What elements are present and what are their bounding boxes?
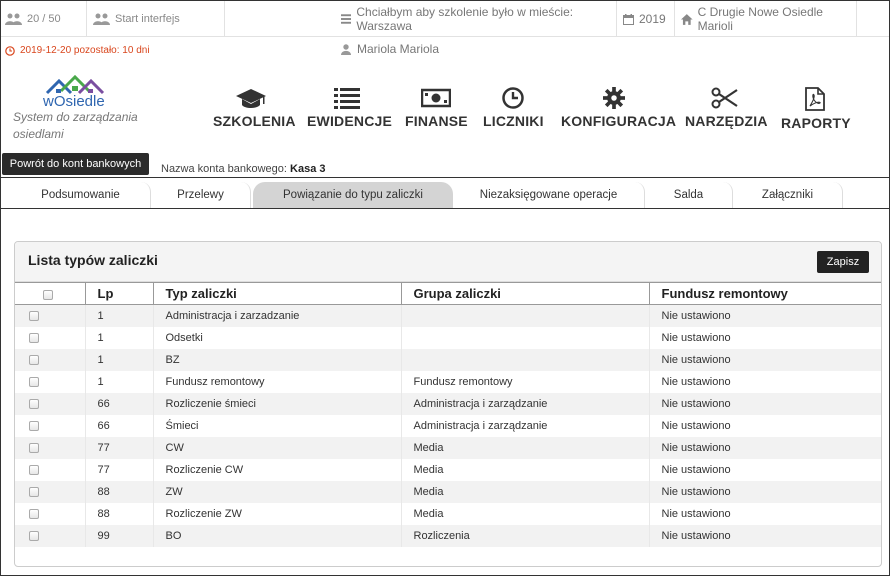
license-expiry-text: 2019-12-20 pozostało: 10 dni: [20, 45, 150, 56]
estate-name: C Drugie Nowe Osiedle Marioli: [697, 5, 823, 33]
row-select-cell: [15, 305, 85, 327]
nav-szkolenia-label: SZKOLENIA: [213, 113, 296, 129]
row-checkbox[interactable]: [29, 399, 39, 409]
nav-liczniki[interactable]: [483, 87, 543, 129]
cell-grupa: Media: [401, 503, 649, 525]
cell-fundusz: Nie ustawiono: [649, 349, 881, 371]
select-all-header: [15, 283, 85, 305]
bank-account-value: Kasa 3: [290, 163, 326, 175]
nav-szkolenia[interactable]: [213, 87, 296, 129]
cell-lp: 1: [85, 371, 153, 393]
cell-fundusz: Nie ustawiono: [649, 525, 881, 547]
panel-title: Lista typów zaliczki: [28, 252, 158, 268]
table-row[interactable]: [15, 305, 881, 327]
cell-fundusz: Nie ustawiono: [649, 437, 881, 459]
cell-typ: Rozliczenie CW: [153, 459, 401, 481]
cell-grupa: Media: [401, 481, 649, 503]
cell-fundusz: Nie ustawiono: [649, 481, 881, 503]
cell-fundusz: Nie ustawiono: [649, 371, 881, 393]
cell-fundusz: Nie ustawiono: [649, 503, 881, 525]
clock-icon: [5, 46, 15, 56]
back-to-bank-accounts-button[interactable]: Powrót do kont bankowych: [2, 153, 149, 175]
nav-narzedzia-label: NARZĘDZIA: [685, 113, 768, 129]
row-checkbox[interactable]: [29, 311, 39, 321]
table-row[interactable]: [15, 415, 881, 437]
cell-grupa: Administracja i zarządzanie: [401, 393, 649, 415]
cell-typ: Rozliczenie ZW: [153, 503, 401, 525]
cell-typ: BO: [153, 525, 401, 547]
cell-grupa: Administracja i zarządzanie: [401, 415, 649, 437]
current-user-name: Mariola Mariola: [357, 42, 440, 56]
row-select-cell: [15, 349, 85, 371]
cell-typ: CW: [153, 437, 401, 459]
user-counter: [1, 1, 87, 37]
select-all-checkbox[interactable]: [43, 290, 53, 300]
gear-icon: [602, 87, 626, 109]
tab-label: Przelewy: [177, 189, 224, 201]
advance-types-panel: [14, 241, 882, 567]
tab-niezaksiegowane-operacje[interactable]: [453, 182, 645, 208]
nav-narzedzia[interactable]: [685, 87, 768, 129]
column-header-typ[interactable]: Typ zaliczki: [153, 283, 401, 305]
user-icon: [341, 44, 351, 55]
cell-lp: 1: [85, 349, 153, 371]
row-checkbox[interactable]: [29, 333, 39, 343]
tab-label: Powiązanie do typu zaliczki: [283, 189, 423, 201]
clock-icon: [501, 87, 525, 109]
current-user[interactable]: [341, 42, 439, 56]
tab-podsumowanie[interactable]: [11, 182, 151, 208]
row-select-cell: [15, 437, 85, 459]
row-select-cell: [15, 503, 85, 525]
row-select-cell: [15, 415, 85, 437]
tab-label: Salda: [673, 189, 704, 201]
cell-grupa: [401, 349, 649, 371]
cell-fundusz: Nie ustawiono: [649, 327, 881, 349]
cell-typ: ZW: [153, 481, 401, 503]
row-select-cell: [15, 393, 85, 415]
home-icon: [681, 14, 693, 25]
calendar-icon: [623, 14, 634, 25]
cell-lp: 77: [85, 437, 153, 459]
tab-powiazanie-do-typu-zaliczki[interactable]: [253, 182, 453, 208]
cell-typ: Administracja i zarzadzanie: [153, 305, 401, 327]
bank-account-label: Nazwa konta bankowego:: [161, 163, 287, 175]
row-checkbox[interactable]: [29, 531, 39, 541]
cell-fundusz: Nie ustawiono: [649, 459, 881, 481]
row-select-cell: [15, 459, 85, 481]
table-row[interactable]: [15, 525, 881, 547]
table-row[interactable]: [15, 481, 881, 503]
cell-fundusz: Nie ustawiono: [649, 305, 881, 327]
nav-raporty-label: RAPORTY: [781, 115, 851, 131]
top-info-bar: [1, 1, 889, 37]
list-icon: [334, 87, 360, 109]
cell-lp: 1: [85, 305, 153, 327]
pdf-file-icon: [804, 87, 826, 111]
nav-ewidencje[interactable]: [307, 87, 393, 129]
cell-fundusz: Nie ustawiono: [649, 393, 881, 415]
row-checkbox[interactable]: [29, 377, 39, 387]
column-header-grupa[interactable]: Grupa zaliczki: [401, 283, 649, 305]
logo-wordmark: [43, 93, 105, 110]
cell-lp: 66: [85, 393, 153, 415]
estate-selector[interactable]: [677, 1, 857, 37]
tab-label: Niezaksięgowane operacje: [479, 189, 618, 201]
nav-konfiguracja[interactable]: [561, 87, 677, 129]
money-icon: [421, 87, 451, 109]
tagline: System do zarządzania osiedlami: [13, 110, 138, 141]
tab-salda[interactable]: [645, 182, 733, 208]
table-row[interactable]: [15, 327, 881, 349]
column-header-fundusz[interactable]: Fundusz remontowy: [649, 283, 881, 305]
cell-typ: BZ: [153, 349, 401, 371]
row-select-cell: [15, 481, 85, 503]
table-row[interactable]: [15, 503, 881, 525]
training-wish: [337, 1, 617, 37]
row-checkbox[interactable]: [29, 421, 39, 431]
scissors-icon: [711, 87, 739, 109]
nav-liczniki-label: LICZNIKI: [483, 113, 544, 129]
cell-lp: 99: [85, 525, 153, 547]
table-row[interactable]: [15, 437, 881, 459]
tab-przelewy[interactable]: [151, 182, 251, 208]
list-icon: [341, 14, 351, 24]
license-expiry: [5, 45, 150, 56]
row-checkbox[interactable]: [29, 443, 39, 453]
graduation-cap-icon: [235, 87, 267, 109]
tab-label: Podsumowanie: [41, 189, 120, 201]
cell-lp: 88: [85, 503, 153, 525]
table-row[interactable]: [15, 393, 881, 415]
table-row[interactable]: [15, 349, 881, 371]
cell-grupa: Rozliczenia: [401, 525, 649, 547]
cell-lp: 88: [85, 481, 153, 503]
table-header-row: [15, 283, 881, 305]
nav-konfiguracja-label: KONFIGURACJA: [561, 113, 677, 129]
cell-typ: Odsetki: [153, 327, 401, 349]
cell-grupa: Fundusz remontowy: [401, 371, 649, 393]
cell-lp: 1: [85, 327, 153, 349]
save-button[interactable]: Zapisz: [817, 251, 869, 273]
logo-wordmark-rest: Osiedle: [53, 93, 105, 110]
cell-grupa: Media: [401, 437, 649, 459]
row-checkbox[interactable]: [29, 487, 39, 497]
table-row[interactable]: [15, 371, 881, 393]
start-interface-link[interactable]: [89, 1, 225, 37]
nav-finanse-label: FINANSE: [405, 113, 468, 129]
row-select-cell: [15, 327, 85, 349]
cell-lp: 77: [85, 459, 153, 481]
row-checkbox[interactable]: [29, 509, 39, 519]
tab-zalaczniki[interactable]: [733, 182, 843, 208]
cell-fundusz: Nie ustawiono: [649, 415, 881, 437]
table-row[interactable]: [15, 459, 881, 481]
advance-types-table: [15, 282, 881, 547]
training-wish-text: Chciałbym aby szkolenie było w mieście: Warszawa: [356, 5, 574, 33]
tab-label: Załączniki: [761, 189, 814, 201]
cell-lp: 66: [85, 415, 153, 437]
logo-wordmark-w: w: [43, 93, 54, 110]
start-interface-label: Start interfejs: [115, 13, 180, 25]
cell-typ: Rozliczenie śmieci: [153, 393, 401, 415]
cell-grupa: [401, 305, 649, 327]
cell-typ: Śmieci: [153, 415, 401, 437]
nav-ewidencje-label: EWIDENCJE: [307, 113, 393, 129]
cell-grupa: Media: [401, 459, 649, 481]
row-checkbox[interactable]: [29, 355, 39, 365]
row-select-cell: [15, 371, 85, 393]
row-checkbox[interactable]: [29, 465, 39, 475]
users-icon: [93, 13, 110, 25]
row-select-cell: [15, 525, 85, 547]
cell-typ: Fundusz remontowy: [153, 371, 401, 393]
bank-account-name: [161, 163, 326, 175]
user-counter-value: 20 / 50: [27, 13, 61, 25]
column-header-lp[interactable]: Lp: [85, 283, 153, 305]
year-value: 2019: [639, 12, 666, 26]
year-selector[interactable]: [619, 1, 675, 37]
table-body: [15, 305, 881, 547]
cell-grupa: [401, 327, 649, 349]
panel-header: [15, 242, 881, 282]
nav-raporty[interactable]: [781, 87, 849, 131]
users-icon: [5, 13, 22, 25]
nav-finanse[interactable]: [405, 87, 467, 129]
